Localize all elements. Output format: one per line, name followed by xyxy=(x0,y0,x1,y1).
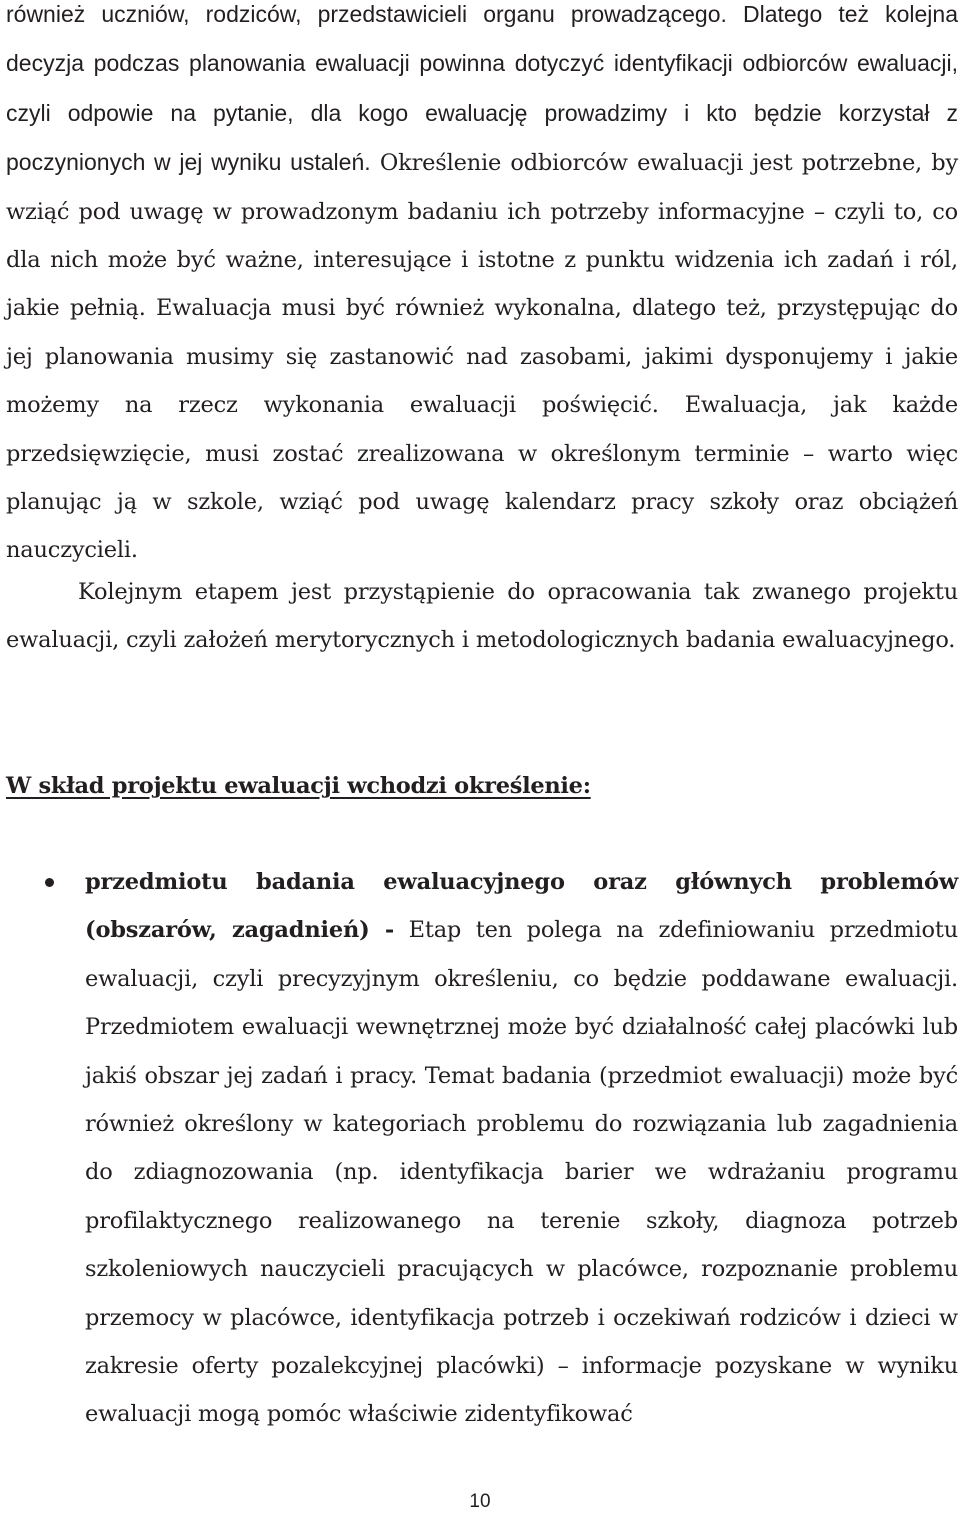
bullet-icon xyxy=(45,878,54,887)
bullet-list xyxy=(0,858,960,1439)
paragraph-text-sans: również uczniów, rodziców, przedstawicieli organu prowadzącego. Dlatego też kolejna decyzja podczas planowania ewaluacji powinna dotyczyć identyfikacji odbiorców ewaluacji, czyli odpowie na pytanie, dla kogo ewaluację prowadzimy i kto będzie korzystał z poczynionych w jej wyniku ustaleń. xyxy=(6,1,958,176)
paragraph-text: Określenie odbiorców ewaluacji jest potrzebne, by wziąć pod uwagę w prowadzonym badaniu ich potrzeby informacyjne – czyli to, co dla nich może być ważne, interesujące i istotne z punktu widzenia ich zadań i ról, jakie pełnią. Ewaluacja musi być również wykonalna, dlatego też, przystępując do jej planowania musimy się zastanowić nad zasobami, jakimi dysponujemy i jakie możemy na rzecz wykonania ewaluacji poświęcić. Ewaluacja, jak każde przedsięwzięcie, musi zostać zrealizowana w określonym terminie – warto więc planując ją w szkole, wziąć pod uwagę kalendarz pracy szkoły oraz obciążeń nauczycieli. xyxy=(6,150,958,564)
list-item-body: Etap ten polega na zdefiniowaniu przedmiotu ewaluacji, czyli precyzyjnym określeniu, co będzie poddawane ewaluacji. Przedmiotem ewaluacji wewnętrznej może być działalność całej placówki lub jakiś obszar jej zadań i pracy. Temat badania (przedmiot ewaluacji) może być również określony w kategoriach problemu do rozwiązania lub zagadnienia do zdiagnozowania (np. identyfikacja barier we wdrażaniu programu profilaktycznego realizowanego na terenie szkoły, diagnoza potrzeb szkoleniowych nauczycieli pracujących w placówce, rozpoznanie problemu przemocy w placówce, identyfikacja potrzeb i oczekiwań rodziców i dzieci w zakresie oferty pozalekcyjnej placówki) – informacje pozyskane w wyniku ewaluacji mogą pomóc właściwie zidentyfikować xyxy=(85,917,958,1428)
list-item-text xyxy=(85,858,958,1439)
body-paragraph xyxy=(6,0,958,575)
section-heading: W skład projektu ewaluacji wchodzi określenie: xyxy=(6,773,591,799)
list-item xyxy=(0,858,960,1439)
page-number: 10 xyxy=(469,1491,491,1512)
body-paragraph: Kolejnym etapem jest przystąpienie do opracowania tak zwanego projektu ewaluacji, czyli założeń merytorycznych i metodologicznych badania ewaluacyjnego. xyxy=(6,579,958,654)
list-item-bold-lead: przedmiotu badania ewaluacyjnego oraz głównych problemów (obszarów, zagadnień) - xyxy=(85,869,958,944)
